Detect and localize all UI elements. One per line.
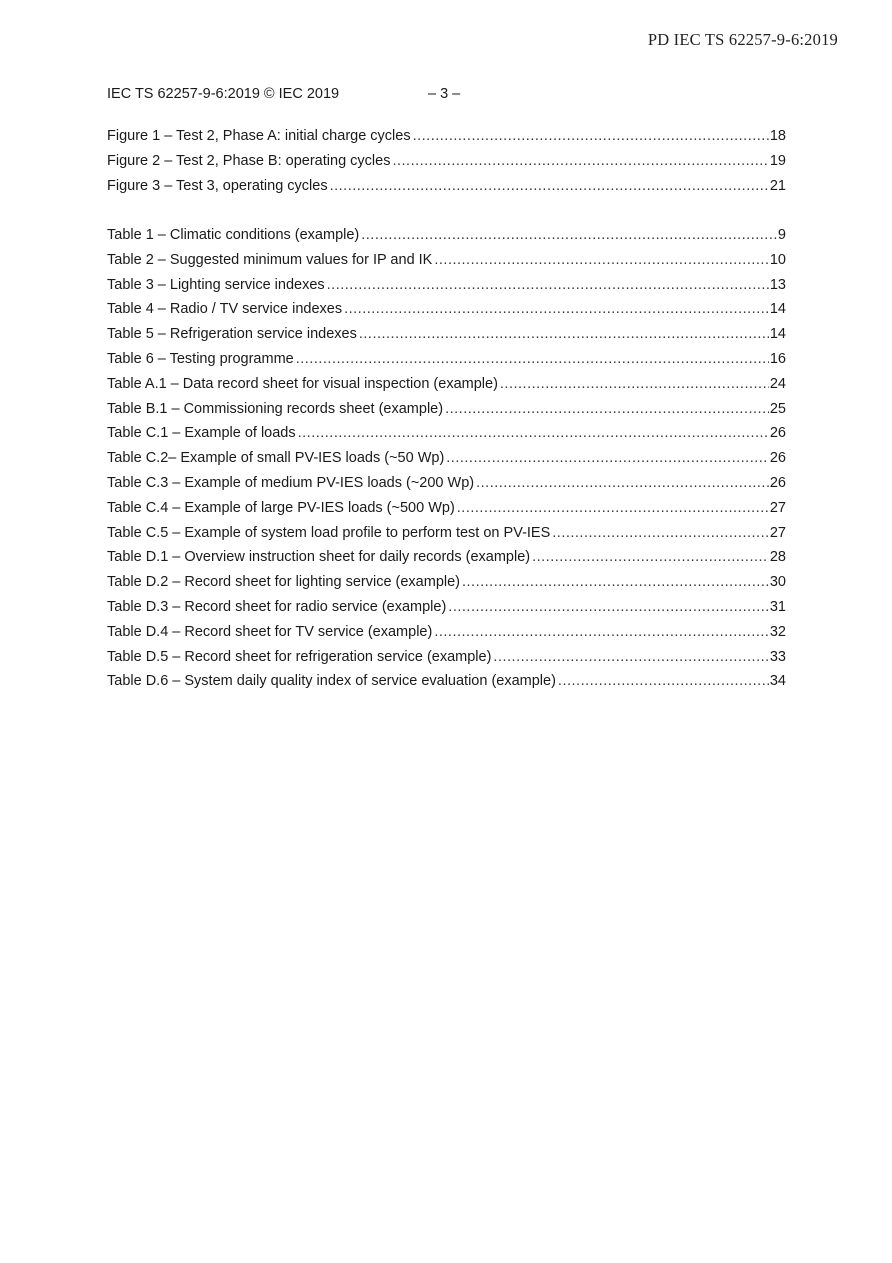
toc-entry-page: 18 [769,128,786,144]
toc-entry-title: Table D.2 – Record sheet for lighting service (example) [107,574,460,591]
toc-entry-page: 10 [769,251,786,268]
dot-leader [434,252,769,268]
dot-leader [457,500,769,516]
dot-leader [413,128,769,144]
dot-leader [493,649,768,665]
toc-entry-title: Table A.1 – Data record sheet for visual inspection (example) [107,375,498,392]
toc-entry-table-6[interactable] [107,351,786,376]
toc-entry-title: Table 4 – Radio / TV service indexes [107,301,343,318]
toc-entry-title: Table D.3 – Record sheet for radio service (example) [107,598,447,615]
toc-entry-table-4[interactable] [107,301,786,326]
toc-entry-title: Figure 3 – Test 3, operating cycles [107,177,328,194]
toc-entry-title: Table C.4 – Example of large PV-IES loads (~500 Wp) [107,499,455,516]
toc-entry-title: Table D.4 – Record sheet for TV service (example) [107,623,433,640]
toc-entry-title: Table D.6 – System daily quality index of service evaluation (example) [107,673,556,690]
toc-entry-table-d6[interactable] [107,673,786,698]
toc-entry-table-2[interactable] [107,252,786,277]
toc-entry-title: Table 5 – Refrigeration service indexes [107,326,357,343]
toc-entry-title: Table C.1 – Example of loads [107,425,296,442]
toc-entry-title: Table C.2– Example of small PV-IES loads (~50 Wp) [107,450,445,467]
toc-entry-table-a1[interactable] [107,376,786,401]
toc-entry-table-3[interactable] [107,277,786,302]
toc-entry-title: Table D.5 – Record sheet for refrigeration service (example) [107,648,492,665]
toc-entry-figure-1[interactable] [107,128,786,153]
toc-entry-page: 25 [769,400,786,417]
running-header [107,86,461,102]
dot-leader [476,475,769,491]
list-of-figures [107,128,786,202]
toc-entry-title: Table B.1 – Commissioning records sheet (example) [107,400,444,417]
toc-entry-table-c3[interactable] [107,475,786,500]
toc-entry-page: 33 [769,648,786,665]
toc-entry-page: 16 [769,350,786,367]
toc-entry-page: 28 [769,549,786,566]
dot-leader [434,624,769,640]
toc-entry-page: 26 [769,474,786,491]
dot-leader [445,401,769,417]
toc-entry-page: 30 [769,574,786,591]
dot-leader [392,153,768,169]
toc-entry-page: 26 [769,450,786,467]
dot-leader [446,450,769,466]
toc-entry-figure-2[interactable] [107,153,786,178]
toc-entry-title: Table C.5 – Example of system load profile to perform test on PV-IES [107,524,551,541]
dot-leader [330,178,769,194]
toc-entry-title: Table 2 – Suggested minimum values for IP and IK [107,251,433,268]
toc-entry-title: Table D.1 – Overview instruction sheet for daily records (example) [107,549,531,566]
dot-leader [359,326,769,342]
toc-entry-table-d3[interactable] [107,599,786,624]
toc-entry-page: 14 [769,326,786,343]
list-of-tables [107,227,786,698]
toc-entry-table-c5[interactable] [107,525,786,550]
toc-entry-page: 32 [769,623,786,640]
toc-entry-title: Figure 1 – Test 2, Phase A: initial charge cycles [107,128,411,144]
toc-entry-page: 21 [769,177,786,194]
toc-entry-table-1[interactable] [107,227,786,252]
header-copyright: IEC TS 62257-9-6:2019 © IEC 2019 [107,86,340,102]
toc-entry-page: 34 [769,673,786,690]
toc-entry-table-d2[interactable] [107,574,786,599]
toc-entry-table-b1[interactable] [107,401,786,426]
toc-entry-page: 26 [769,425,786,442]
toc-entry-table-d5[interactable] [107,649,786,674]
toc-entry-title: Table 6 – Testing programme [107,350,294,367]
toc-entry-page: 19 [769,152,786,169]
toc-entry-page: 13 [769,276,786,293]
toc-entry-page: 31 [769,598,786,615]
dot-leader [344,301,769,317]
page-number: – 3 – [428,86,461,102]
toc-entry-page: 27 [769,499,786,516]
dot-leader [298,425,769,441]
dot-leader [448,599,769,615]
toc-entry-table-c4[interactable] [107,500,786,525]
toc-entry-title: Table 1 – Climatic conditions (example) [107,227,360,243]
dot-leader [532,549,769,565]
toc-entry-table-d4[interactable] [107,624,786,649]
toc-entry-table-c2[interactable] [107,450,786,475]
toc-entry-title: Table 3 – Lighting service indexes [107,276,325,293]
toc-entry-figure-3[interactable] [107,178,786,203]
toc-entry-page: 27 [769,524,786,541]
toc-entry-title: Figure 2 – Test 2, Phase B: operating cycles [107,152,391,169]
dot-leader [558,673,769,689]
toc-entry-page: 14 [769,301,786,318]
toc-entry-page: 9 [777,227,786,243]
toc-entry-page: 24 [769,375,786,392]
toc-entry-title: Table C.3 – Example of medium PV-IES loads (~200 Wp) [107,474,475,491]
toc-entry-table-5[interactable] [107,326,786,351]
toc-entry-table-c1[interactable] [107,425,786,450]
dot-leader [500,376,769,392]
dot-leader [462,574,769,590]
dot-leader [327,277,769,293]
dot-leader [552,525,769,541]
dot-leader [296,351,769,367]
document-identifier: PD IEC TS 62257-9-6:2019 [647,30,838,49]
toc-entry-table-d1[interactable] [107,549,786,574]
dot-leader [361,227,777,243]
